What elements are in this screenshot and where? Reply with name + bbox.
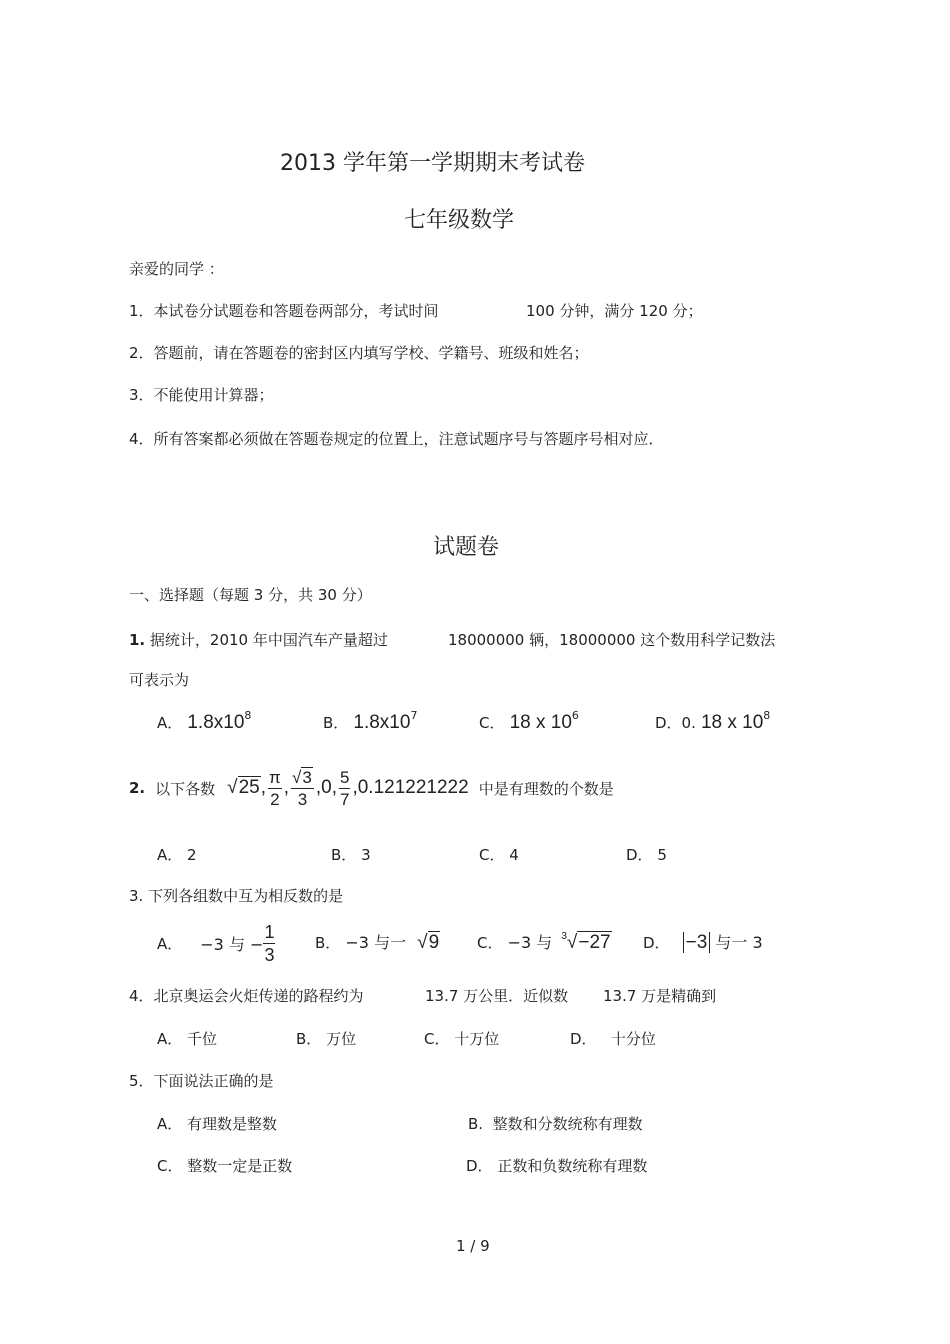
note-text: 答题前，请在答题卷的密封区内填写学校、学籍号、班级和姓名； <box>153 344 589 362</box>
question-tail: 中是有理数的个数是 <box>478 779 614 798</box>
question-2: 2. 以下各数 √25, $\frac{\pi}{2}$ , $\frac{√3}{3}$ , 0 , $\frac{5}{7}$ , 0.121221222 中是有理数的个数是 <box>129 767 614 809</box>
q2-option-a: A． 2 <box>157 846 197 864</box>
question-1 <box>129 629 388 650</box>
note-text: 所有答案都必须做在答题卷规定的位置上，注意试题序号与答题序号相对应． <box>153 430 664 448</box>
zero: 0 <box>321 777 332 798</box>
sqrt-25: √25, <box>227 777 267 798</box>
q4-option-c: C． 十万位 <box>424 1030 500 1048</box>
note-3 <box>129 384 274 405</box>
note-number: 2． <box>129 344 154 362</box>
cube-root-neg27: $^3$√−27 <box>561 931 611 953</box>
note-text: 不能使用计算器； <box>153 386 274 404</box>
question-lead: 以下各数 <box>155 779 216 798</box>
note-1-tail: 100 分钟，满分 120 分； <box>526 302 703 320</box>
question-text: 据统计，2010 年中国汽车产量超过 <box>149 631 388 649</box>
question-number: 1. <box>129 631 146 649</box>
question-number: 2. <box>129 779 146 797</box>
q5-option-b: B. 整数和分数统称有理数 <box>468 1115 643 1133</box>
q4-option-a: A． 千位 <box>157 1030 218 1048</box>
question-4-c: 13.7 万是精确到 <box>603 987 717 1005</box>
sqrt3-over-3: $\frac{√3}{3}$ <box>292 767 312 809</box>
page-number: 1 / 9 <box>456 1237 490 1255</box>
one-third: $\frac{1}{3}$ <box>264 921 275 965</box>
part-heading: 一、选择题（每题 3 分，共 30 分） <box>129 586 372 604</box>
q1-option-a: A． $1.8x10^8$ <box>157 709 252 733</box>
q1-option-b: B． $1.8x10^7$ <box>323 709 418 733</box>
q3-option-b: B． −3 与一 √9 <box>315 932 440 953</box>
question-4: 4．北京奥运会火炬传递的路程约为 <box>129 987 364 1005</box>
q1-option-d: D．0. 18 x $10^8$ <box>655 709 771 733</box>
note-number: 1． <box>129 302 154 320</box>
q3-option-a: A． −3 与 − $\frac{1}{3}$ <box>157 921 275 965</box>
note-number: 4． <box>129 430 154 448</box>
five-sevenths: $\frac{5}{7}$ <box>339 767 350 809</box>
section-title: 试题卷 <box>433 535 500 560</box>
note-text: 本试卷分试题卷和答题卷两部分，考试时间 <box>153 302 439 320</box>
exam-subtitle: 七年级数学 <box>404 208 515 233</box>
question-1-line2: 可表示为 <box>129 671 190 689</box>
q5-option-d: D． 正数和负数统称有理数 <box>466 1157 648 1175</box>
sqrt-9: √9 <box>417 932 440 953</box>
question-4-b: 13.7 万公里．近似数 <box>425 987 569 1005</box>
q1-option-c: C． 18 x $10^6$ <box>479 709 579 733</box>
q4-option-d: D． 十分位 <box>570 1030 656 1048</box>
note-number: 3． <box>129 386 154 404</box>
q4-option-b: B． 万位 <box>296 1030 357 1048</box>
q3-option-d: D． −3 与一 3 <box>643 932 763 953</box>
note-1 <box>129 300 439 321</box>
q5-option-a: A． 有理数是整数 <box>157 1115 278 1133</box>
q2-option-b: B． 3 <box>331 846 371 864</box>
exam-title: 2013 学年第一学期期末考试卷 <box>280 151 585 176</box>
greeting: 亲爱的同学 ： <box>129 260 224 278</box>
q2-option-d: D． 5 <box>626 846 667 864</box>
q3-option-c: C． −3 与 $^3$√−27 <box>477 931 611 953</box>
q2-option-c: C． 4 <box>479 846 519 864</box>
pi-over-2: $\frac{\pi}{2}$ <box>269 767 281 809</box>
q5-option-c: C． 整数一定是正数 <box>157 1157 293 1175</box>
abs-neg3: −3 <box>683 932 711 953</box>
question-3: 3. 下列各组数中互为相反数的是 <box>129 887 344 905</box>
note-4 <box>129 428 664 449</box>
note-2 <box>129 342 589 363</box>
question-5: 5．下面说法正确的是 <box>129 1072 274 1090</box>
repeating-decimal: 0.121221222 <box>357 777 469 798</box>
question-1-text-b: 18000000 辆，18000000 这个数用科学记数法 <box>448 631 776 649</box>
